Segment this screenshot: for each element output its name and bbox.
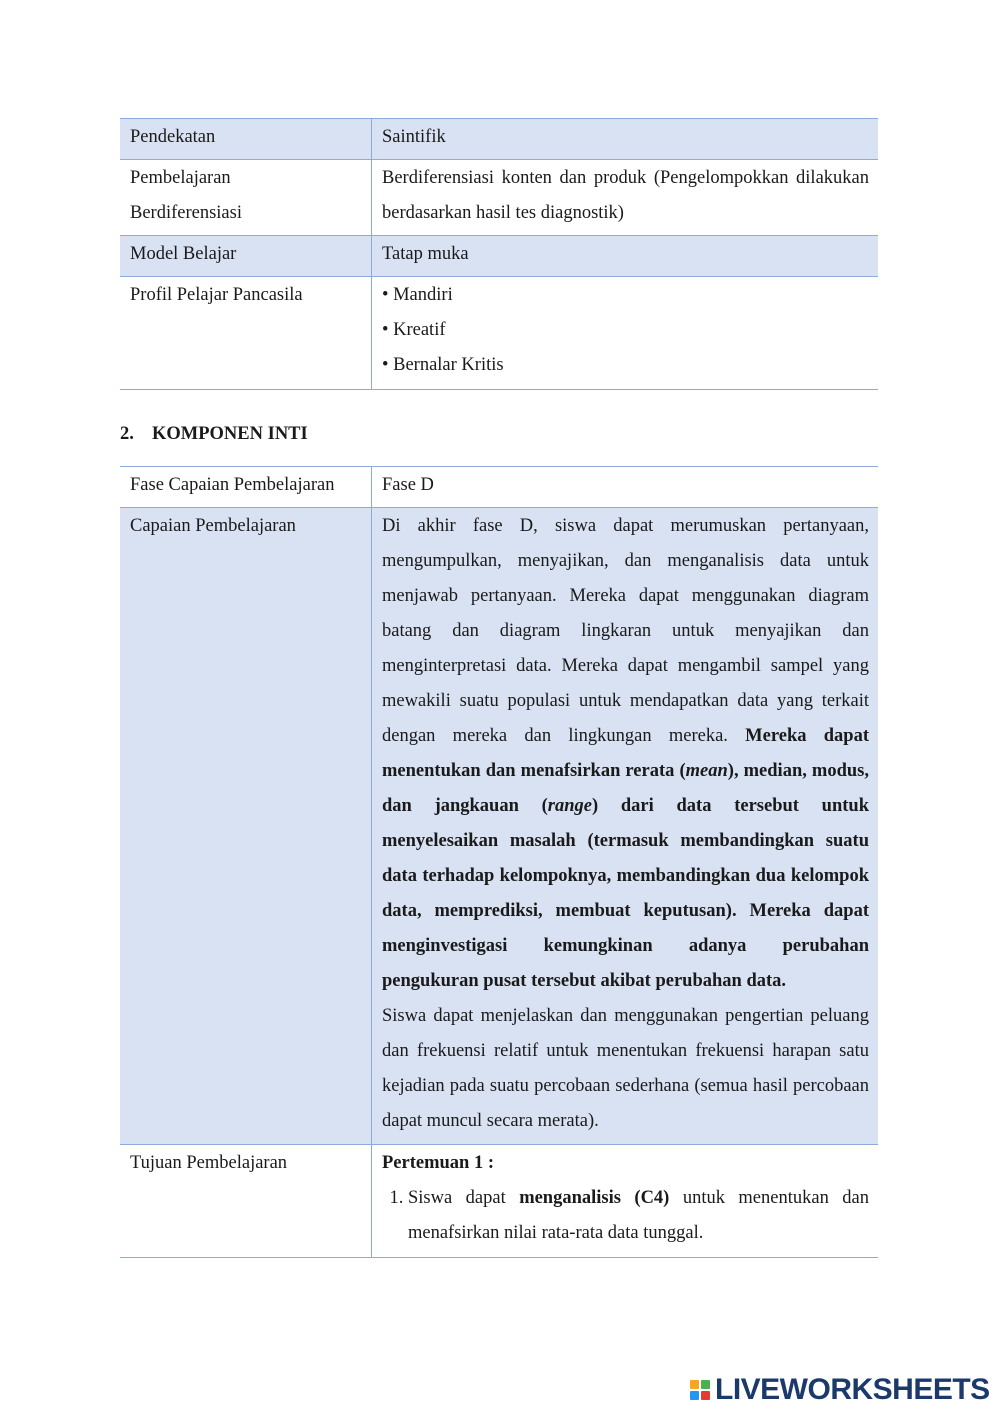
bullet-text: Mandiri [393,285,453,305]
label-line: Berdiferensiasi [130,203,242,223]
text-run-bold: ), median, modus, dan jangkauan ( [382,761,869,816]
core-component-table [120,466,878,1258]
bullet-item [382,348,869,383]
achievement-text [372,508,879,1145]
label-line: Pembelajaran [130,168,231,188]
row-label: Capaian Pembelajaran [120,508,372,1145]
row-label: Tujuan Pembelajaran [120,1145,372,1258]
text-run-bold-italic: mean [685,761,728,781]
objective-list [382,1181,869,1251]
text-run-bold: ) dari data tersebut untuk menyelesaikan masalah (termasuk membandingkan suatu data terhadap kelompoknya, membandingkan dua kelompok data, memprediksi, membuat keputusan). Mereka dapat menginvestigasi kemungkinan adanya perubahan pengukuran pusat tersebut akibat perubahan data. [382,796,869,991]
bullet-icon: • [382,355,389,375]
row-value: Tatap muka [372,236,879,277]
row-label: Fase Capaian Pembelajaran [120,467,372,508]
row-label: Pendekatan [120,119,372,160]
text-run: Di akhir fase D, siswa dapat merumuskan pertanyaan, mengumpulkan, menyajikan, dan menganalisis data untuk menjawab pertanyaan. Mereka dapat menggunakan diagram batang dan diagram lingkaran untuk menyajikan dan menginterpretasi data. Mereka dapat mengambil sampel yang mewakili suatu populasi untuk mendapatkan data yang terkait dengan mereka dan lingkungan mereka. [382,516,869,746]
text-run-bold: Mereka dapat menentukan dan menafsirkan rerata ( [382,726,869,781]
table-row [120,160,878,236]
bullet-item [382,278,869,313]
table-row [120,236,878,277]
bullet-item [382,313,869,348]
meeting-title: Pertemuan 1 : [382,1153,494,1173]
table-row [120,119,878,160]
liveworksheets-logo [690,1372,990,1408]
logo-square [701,1380,710,1389]
bullet-icon: • [382,320,389,340]
logo-square [690,1380,699,1389]
table-row [120,508,878,1145]
bullet-text: Kreatif [393,320,446,340]
logo-square [690,1391,699,1400]
logo-square [701,1391,710,1400]
achievement-paragraph: Siswa dapat menjelaskan dan menggunakan pengertian peluang dan frekuensi relatif untuk menentukan frekuensi harapan satu kejadian pada suatu percobaan sederhana (semua hasil percobaan dapat muncul secara merata). [382,1006,869,1131]
objectives [372,1145,879,1258]
bullet-icon: • [382,285,389,305]
logo-icon [690,1380,710,1400]
table-row [120,1145,878,1258]
text-run: Siswa dapat [408,1188,520,1208]
bullet-text: Bernalar Kritis [393,355,504,375]
row-value: Saintifik [372,119,879,160]
table-row [120,277,878,390]
bullet-list [372,277,879,390]
info-table [120,118,878,390]
section-heading [120,420,308,448]
table-row [120,467,878,508]
achievement-paragraph [382,509,869,999]
list-item [408,1181,869,1251]
row-label [120,160,372,236]
logo-text: LIVEWORKSHEETS [715,1373,990,1406]
row-value: Berdiferensiasi konten dan produk (Pengelompokkan dilakukan berdasarkan hasil tes diagnostik) [372,160,879,236]
text-run-bold-italic: range [547,796,592,816]
row-value: Fase D [372,467,879,508]
text-run-bold: menganalisis (C4) [519,1188,670,1208]
row-label: Profil Pelajar Pancasila [120,277,372,390]
section-title: KOMPONEN INTI [152,424,308,444]
text-run: untuk menentukan dan menafsirkan nilai rata-rata data tunggal. [408,1188,870,1243]
row-label: Model Belajar [120,236,372,277]
section-number: 2. [120,424,134,444]
